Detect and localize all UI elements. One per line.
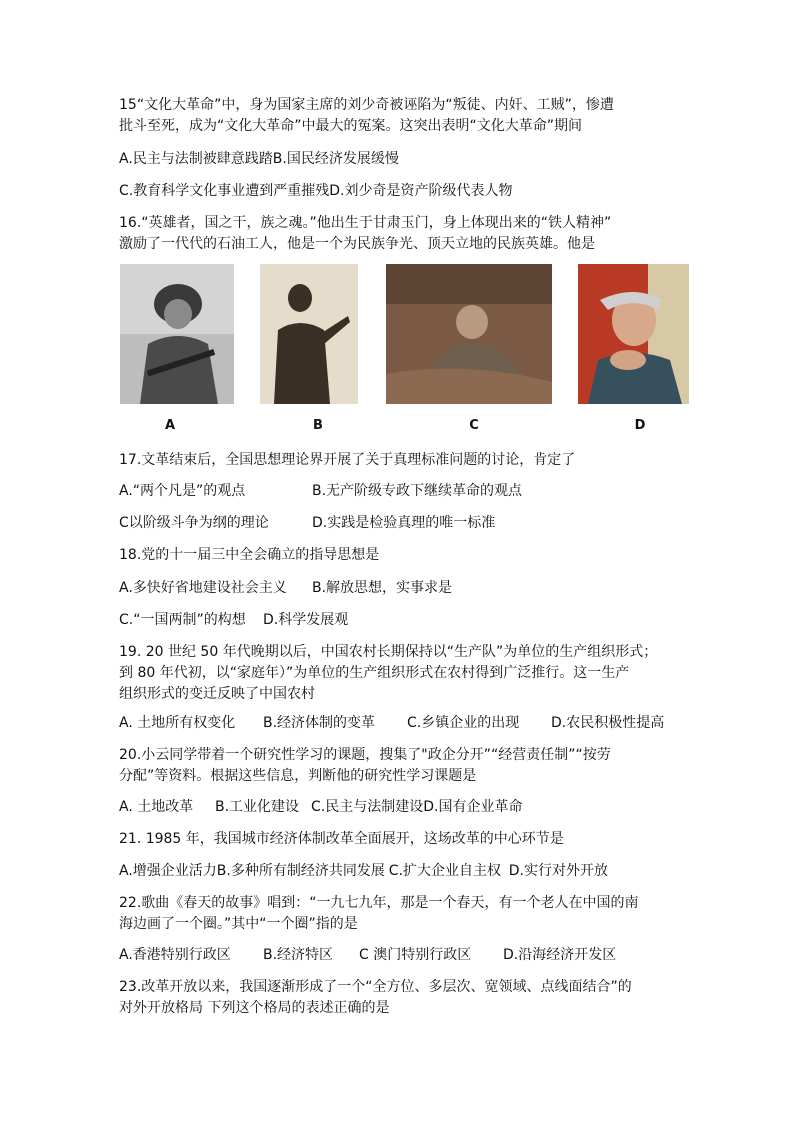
q17-options-row2 bbox=[119, 513, 495, 533]
q15-option-d: D.刘少奇是资产阶级代表人物 bbox=[329, 183, 513, 199]
q15-stem-line2: 批斗至死，成为“文化大革命”中最大的冤案。这突出表明“文化大革命”期间 bbox=[119, 118, 583, 134]
q19-stem-line1: 19. 20 世纪 50 年代晚期以后，中国农村长期保持以“生产队”为单位的生产组织形式； bbox=[119, 644, 658, 660]
q16-stem-line2: 激励了一代代的石油工人，他是一个为民族争光、顶天立地的民族英雄。他是 bbox=[119, 236, 595, 252]
q22-stem-line1: 22.歌曲《春天的故事》唱到：“一九七九年，那是一个春天，有一个老人在中国的南 bbox=[119, 895, 639, 911]
q19-option-d: D.农民积极性提高 bbox=[551, 715, 665, 731]
q17-option-c: C以阶级斗争为纲的理论 bbox=[119, 515, 269, 531]
q23-stem-line2: 对外开放格局 下列这个格局的表述正确的是 bbox=[119, 1000, 390, 1016]
q15-option-a: A.民主与法制被肆意践踏 bbox=[119, 151, 273, 167]
q19-stem-line3: 组织形式的变迁反映了中国农村 bbox=[119, 686, 315, 702]
q21-stem: 21. 1985 年，我国城市经济体制改革全面展开，这场改革的中心环节是 bbox=[119, 831, 564, 847]
q16-photo-b bbox=[260, 264, 358, 404]
q19-option-b: B.经济体制的变革 bbox=[263, 715, 376, 731]
q17-stem: 17.文革结束后，全国思想理论界开展了关于真理标准问题的讨论，肯定了 bbox=[119, 452, 576, 468]
q15-options-row1 bbox=[119, 149, 399, 169]
q22-option-b: B.经济特区 bbox=[263, 947, 334, 963]
q21-option-d: D.实行对外开放 bbox=[508, 863, 609, 879]
q20-option-c: C.民主与法制建设 bbox=[311, 799, 424, 815]
q20-option-d: D.国有企业革命 bbox=[423, 799, 523, 815]
q16-label-a: A bbox=[164, 418, 176, 433]
q22-option-c: C 澳门特别行政区 bbox=[359, 947, 472, 963]
q23-stem-line1: 23.改革开放以来，我国逐渐形成了一个“全方位、多层次、宽领域、点线面结合”的 bbox=[119, 979, 632, 995]
q22-stem-line2: 海边画了一个圈。”其中“一个圈”指的是 bbox=[119, 916, 358, 932]
q21-options-row bbox=[119, 861, 608, 881]
q17-option-a: A.“两个凡是”的观点 bbox=[119, 483, 246, 499]
q19-options-row bbox=[119, 713, 664, 733]
q18-option-d: D.科学发展观 bbox=[263, 612, 349, 628]
q20-option-a: A. 土地改革 bbox=[119, 799, 194, 815]
q18-option-b: B.解放思想，实事求是 bbox=[312, 580, 453, 596]
q18-options-row1 bbox=[119, 578, 452, 598]
q18-stem: 18.党的十一届三中全会确立的指导思想是 bbox=[119, 547, 380, 563]
q21-option-b: B.多种所有制经济共同发展 bbox=[216, 863, 385, 879]
q16-photo-c bbox=[386, 264, 552, 404]
q16-label-c: C bbox=[469, 418, 479, 433]
q18-option-a: A.多快好省地建设社会主义 bbox=[119, 580, 287, 596]
q21-option-a: A.增强企业活力 bbox=[119, 863, 217, 879]
q16-photo-d bbox=[578, 264, 689, 404]
q16-stem-line1: 16.“英雄者，国之干，族之魂。”他出生于甘肃玉门，身上体现出来的“铁人精神” bbox=[119, 215, 612, 231]
q22-option-d: D.沿海经济开发区 bbox=[503, 947, 617, 963]
q16-label-d: D bbox=[634, 418, 646, 433]
q21-option-c: C.扩大企业自主权 bbox=[388, 863, 502, 879]
q17-option-d: D.实践是检验真理的唯一标准 bbox=[312, 515, 496, 531]
q15-option-b: B.国民经济发展缓慢 bbox=[272, 151, 399, 167]
q19-option-a: A. 土地所有权变化 bbox=[119, 715, 236, 731]
q20-option-b: B.工业化建设 bbox=[215, 799, 300, 815]
q18-option-c: C.“一国两制”的构想 bbox=[119, 612, 246, 628]
q19-option-c: C.乡镇企业的出现 bbox=[407, 715, 520, 731]
q19-stem-line2: 到 80 年代初，以“家庭年）”为单位的生产组织形式在农村得到广泛推行。这一生产 bbox=[119, 665, 630, 681]
q17-options-row1 bbox=[119, 481, 522, 501]
q15-stem-line1: 15“文化大革命”中，身为国家主席的刘少奇被诬陷为“叛徒、内奸、工贼”，惨遭 bbox=[119, 97, 614, 113]
q16-photo-a bbox=[120, 264, 234, 404]
q22-option-a: A.香港特别行政区 bbox=[119, 947, 231, 963]
q15-options-row2 bbox=[119, 181, 512, 201]
q20-options-row bbox=[119, 797, 522, 817]
q20-stem-line1: 20.小云同学带着一个研究性学习的课题，搜集了"政企分开”“经营责任制”“按劳 bbox=[119, 747, 611, 763]
q20-stem-line2: 分配”等资料。根据这些信息，判断他的研究性学习课题是 bbox=[119, 768, 477, 784]
q18-options-row2 bbox=[119, 610, 348, 630]
q17-option-b: B.无产阶级专政下继续革命的观点 bbox=[312, 483, 523, 499]
q22-options-row bbox=[119, 945, 616, 965]
q16-label-b: B bbox=[313, 418, 323, 433]
q15-option-c: C.教育科学文化事业遭到严重摧残 bbox=[119, 183, 330, 199]
